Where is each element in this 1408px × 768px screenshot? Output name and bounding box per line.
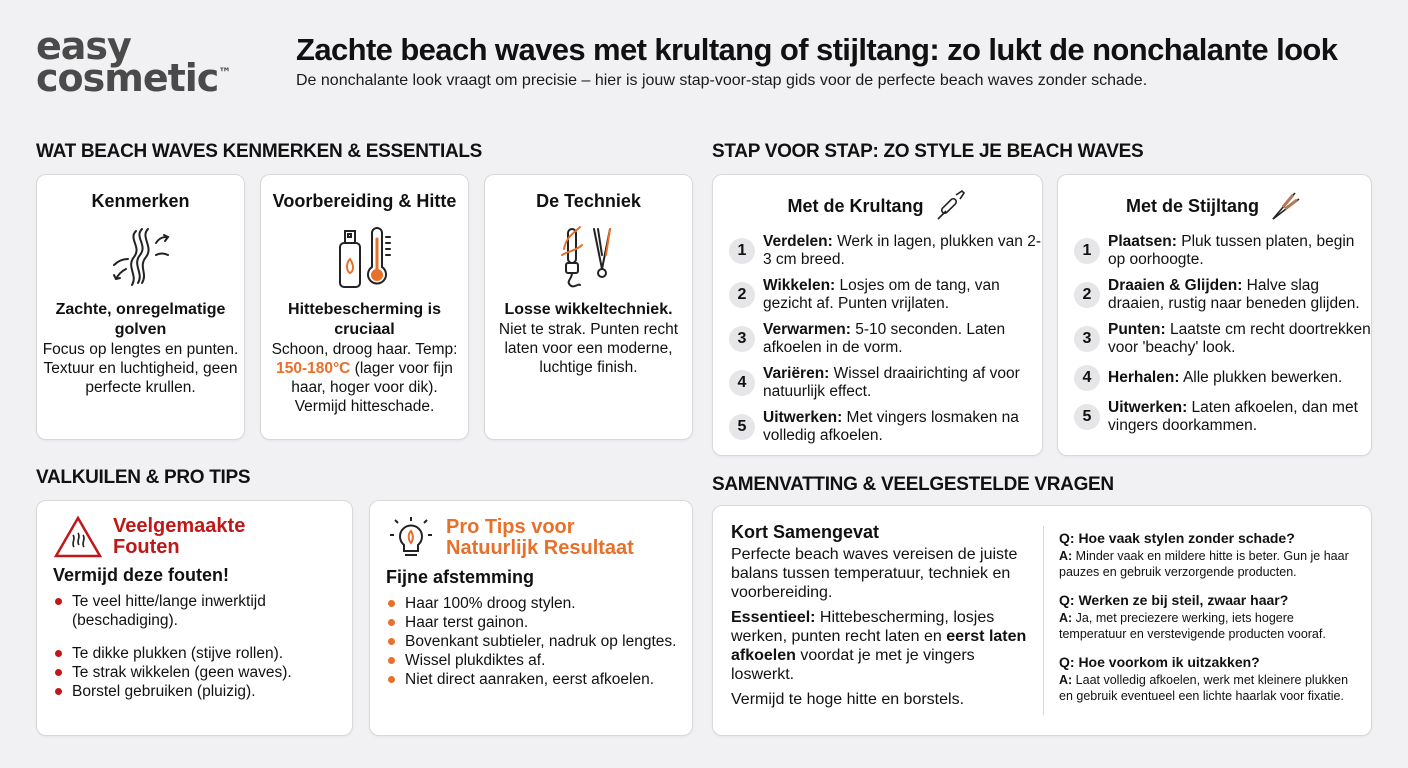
tips-subtitle: Fijne afstemming (386, 567, 535, 587)
steps-list (713, 233, 1042, 445)
card-voorbereiding (260, 174, 469, 440)
step-item: 4 Variëren: Wissel draairichting af voor natuurlijk effect. (729, 365, 1042, 401)
summary-avoid: Vermijd te hoge hitte en borstels. (731, 691, 965, 708)
step-item: 3 Punten: Laatste cm recht doortrekken voor 'beachy' look. (1074, 321, 1371, 357)
tips-title: Pro Tips voor (446, 516, 575, 538)
tip-item: Haar 100% droog stylen. (388, 594, 692, 613)
step-item: 2 Wikkelen: Losjes om de tang, van gezicht af. Punten vrijlaten. (729, 277, 1042, 313)
card-body: Schoon, droog haar. Temp: 150-180°C (lager voor fijn haar, hoger voor dik). Vermijd hitteschade. (271, 341, 458, 415)
faq-question: Q: Werken ze bij steil, zwaar haar? (1059, 592, 1289, 608)
card-krultang (712, 174, 1043, 456)
mistake-item: Borstel gebruiken (pluizig). (55, 682, 352, 701)
trademark: ™ (218, 66, 232, 81)
card-kenmerken (36, 174, 245, 440)
card-title: De Techniek (536, 191, 641, 211)
tip-item: Wissel plukdiktes af. (388, 651, 692, 670)
faq-question: Q: Hoe voorkom ik uitzakken? (1059, 654, 1260, 670)
brand-line-2: cosmetic (36, 56, 219, 100)
section-heading-steps: STAP VOOR STAP: ZO STYLE JE BEACH WAVES (712, 141, 1144, 162)
section-heading-essentials: WAT BEACH WAVES KENMERKEN & ESSENTIALS (36, 141, 483, 162)
brand-logo (36, 24, 232, 100)
curling-iron-icon (934, 189, 968, 223)
card-title: Met de Krultang (787, 195, 924, 216)
card-lead: Zachte, onregelmatige golven (55, 301, 226, 338)
step-item: 2 Draaien & Glijden: Halve slag draaien, rustig naar beneden glijden. (1074, 277, 1371, 313)
tip-item: Bovenkant subtieler, nadruk op lengtes. (388, 632, 692, 651)
spray-thermometer-icon (261, 222, 468, 292)
page-title: Zachte beach waves met krultang of stijltang: zo lukt de nonchalante look (296, 32, 1338, 67)
steps-list (1058, 233, 1371, 435)
faq-list (1059, 530, 1359, 716)
faq-question: Q: Hoe vaak stylen zonder schade? (1059, 530, 1295, 546)
mistake-item: Te veel hitte/lange inwerktijd (beschadiging). (55, 592, 352, 630)
faq-answer: A: Minder vaak en mildere hitte is beter. Gun je haar pauzes en gebruik verzorgende producten. (1059, 549, 1349, 579)
faq-answer: A: Ja, met preciezere werking, iets hogere temperatuur en verstevigende producten vooraf. (1059, 611, 1326, 641)
warning-triangle-icon (53, 515, 103, 559)
step-item: 5 Uitwerken: Laten afkoelen, dan met vingers doorkammen. (1074, 399, 1371, 435)
temperature-range: 150-180°C (276, 360, 351, 377)
card-title: Kenmerken (91, 191, 190, 211)
card-mistakes: Veelgemaakte Fouten Vermijd deze fouten! Te veel hitte/lange inwerktijd (beschadiging). Te dikke plukken (stijve rollen). Te strak wikkelen (geen waves). Borstel gebruiken (pluizig). (36, 500, 353, 736)
card-title: Met de Stijltang (1125, 195, 1259, 216)
card-summary (712, 505, 1372, 736)
section-heading-pitfalls: VALKUILEN & PRO TIPS (36, 467, 251, 488)
card-techniek (484, 174, 693, 440)
card-body: Focus op lengtes en punten. Textuur en luchtigheid, geen perfecte krullen. (42, 341, 239, 396)
step-item: 4 Herhalen: Alle plukken bewerken. (1074, 365, 1371, 391)
mistakes-subtitle: Vermijd deze fouten! (53, 565, 230, 585)
mistake-item: Te dikke plukken (stijve rollen). (55, 644, 352, 663)
card-pro-tips: Pro Tips voor Natuurlijk Resultaat Fijne afstemming Haar 100% droog stylen. Haar terst gainon. Bovenkant subtieler, nadruk op lengtes. Wissel plukdiktes af. Niet direct aanraken, eerst afkoelen. (369, 500, 693, 736)
section-heading-summary: SAMENVATTING & VEELGESTELDE VRAGEN (712, 474, 1114, 495)
flat-iron-icon (1269, 189, 1303, 223)
step-item: 5 Uitwerken: Met vingers losmaken na volledig afkoelen. (729, 409, 1042, 445)
summary-essentials: Essentieel: Hittebescherming, losjes werken, punten recht laten en eerst laten afkoelen voordat je met je vingers loswerkt. (731, 609, 1027, 683)
mistakes-title: Veelgemaakte (113, 515, 246, 537)
card-lead: Losse wikkeltechniek. (504, 301, 673, 318)
step-item: 1 Verdelen: Werk in lagen, plukken van 2-3 cm breed. (729, 233, 1042, 269)
card-title: Voorbereiding & Hitte (272, 191, 457, 211)
card-body: Niet te strak. Punten recht laten voor een moderne, luchtige finish. (498, 321, 679, 376)
curler-straightener-icon (485, 222, 692, 292)
summary-paragraph: Perfecte beach waves vereisen de juiste balans tussen temperatuur, techniek en voorbereiding. (731, 546, 1018, 601)
mistake-item: Te strak wikkelen (geen waves). (55, 663, 352, 682)
summary-title: Kort Samengevat (731, 522, 880, 542)
card-lead: Hittebescherming is cruciaal (288, 301, 441, 338)
card-stijltang (1057, 174, 1372, 456)
faq-answer: A: Laat volledig afkoelen, werk met kleinere plukken en gebruik eventueel een lichte haarlak voor fixatie. (1059, 673, 1349, 703)
page-subtitle: De nonchalante look vraagt om precisie – hier is jouw stap-voor-stap gids voor de perfecte beach waves zonder schade. (296, 72, 1148, 89)
step-item: 1 Plaatsen: Pluk tussen platen, begin op oorhoogte. (1074, 233, 1371, 269)
step-item: 3 Verwarmen: 5-10 seconden. Laten afkoelen in de vorm. (729, 321, 1042, 357)
wavy-hair-icon (37, 222, 244, 292)
lightbulb-icon (386, 515, 436, 561)
divider (1043, 526, 1044, 715)
brand-line-1: easy (36, 24, 131, 68)
tip-item: Haar terst gainon. (388, 613, 692, 632)
tip-item: Niet direct aanraken, eerst afkoelen. (388, 670, 692, 689)
